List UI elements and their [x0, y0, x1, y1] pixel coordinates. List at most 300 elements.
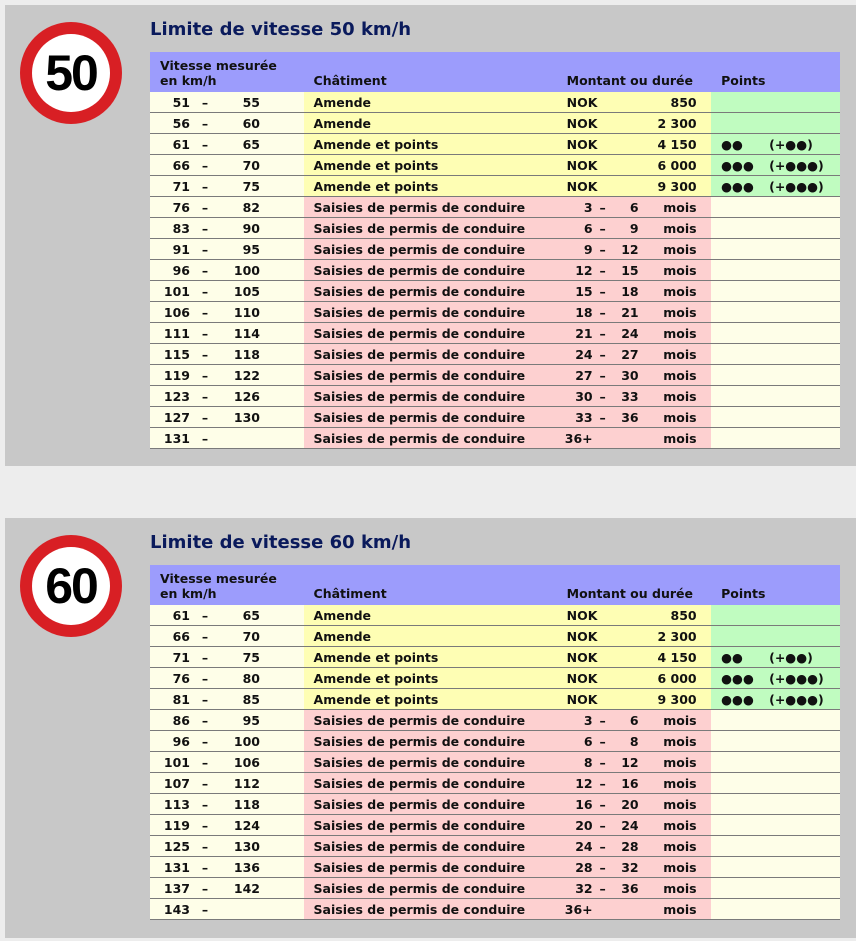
- speed-from: 71: [172, 649, 190, 665]
- amount-cell: [557, 899, 712, 920]
- duration-unit: mois: [663, 754, 697, 770]
- duration-from: 3: [583, 712, 593, 728]
- points-dots: ●●: [721, 649, 743, 665]
- speed-range-cell: [150, 134, 304, 155]
- duration-to: 8: [629, 733, 639, 749]
- duration-from: 20: [575, 817, 593, 833]
- currency: NOK: [566, 691, 598, 707]
- punishment-cell: Amende et points: [304, 689, 557, 710]
- points-cell: [711, 302, 840, 323]
- points-cell: [711, 794, 840, 815]
- table-row: [150, 239, 840, 260]
- table-row: [150, 323, 840, 344]
- suspension-duration: [557, 284, 712, 299]
- points-dots: ●●●: [721, 670, 754, 686]
- amount-cell: [557, 794, 712, 815]
- speed-separator: –: [201, 712, 209, 728]
- speed-from: 107: [163, 775, 190, 791]
- speed-range-cell: [150, 605, 304, 626]
- speed-separator: –: [201, 178, 209, 194]
- speed-to: 118: [233, 796, 260, 812]
- speed-from: 83: [172, 220, 190, 236]
- speed-from: 66: [172, 157, 190, 173]
- amount-cell: [557, 752, 712, 773]
- speed-from: 131: [163, 430, 190, 446]
- suspension-duration: [557, 755, 712, 770]
- speed-to: 60: [242, 115, 260, 131]
- table-row: [150, 836, 840, 857]
- speed-separator: –: [201, 649, 209, 665]
- speed-to: 65: [242, 136, 260, 152]
- amount-cell: [557, 710, 712, 731]
- speed-range-cell: [150, 323, 304, 344]
- duration-to: 28: [621, 838, 639, 854]
- suspension-duration: [557, 734, 712, 749]
- duration-to: 36: [621, 880, 639, 896]
- speed-limit-50-panel: [5, 5, 856, 466]
- duration-from: 15: [575, 283, 593, 299]
- header-speed: [150, 52, 304, 92]
- speed-from: 61: [172, 136, 190, 152]
- duration-to: 20: [621, 796, 639, 812]
- duration-unit: mois: [663, 901, 697, 917]
- points-cell: [711, 92, 840, 113]
- duration-separator: –: [599, 367, 606, 383]
- speed-range-cell: [150, 857, 304, 878]
- speed-range-cell: [150, 710, 304, 731]
- duration-to: 27: [621, 346, 639, 362]
- amount-value: 850: [670, 94, 697, 110]
- table-row: [150, 815, 840, 836]
- table-header-row: [150, 565, 840, 605]
- duration-to: [613, 431, 639, 446]
- fine-amount: [557, 650, 712, 665]
- suspension-duration: [557, 776, 712, 791]
- header-points: Points: [711, 565, 840, 605]
- speed-to: 80: [242, 670, 260, 686]
- duration-from: 12: [575, 262, 593, 278]
- speed-limit-sign-icon: [20, 535, 122, 637]
- header-amount: Montant ou durée: [557, 565, 712, 605]
- suspension-duration: [557, 902, 712, 917]
- speed-to: 90: [242, 220, 260, 236]
- speed-from: 66: [172, 628, 190, 644]
- punishment-cell: Saisies de permis de conduire: [304, 836, 557, 857]
- speed-to: 126: [233, 388, 260, 404]
- points-extra: (+●●●): [769, 691, 824, 707]
- duration-unit: mois: [663, 733, 697, 749]
- speed-to: [220, 902, 260, 917]
- duration-to: 18: [621, 283, 639, 299]
- table-row: [150, 428, 840, 449]
- amount-value: 6 000: [657, 670, 697, 686]
- speed-to: 70: [242, 628, 260, 644]
- suspension-duration: [557, 797, 712, 812]
- amount-cell: [557, 323, 712, 344]
- speed-from: 143: [163, 901, 190, 917]
- speed-range-cell: [150, 260, 304, 281]
- duration-separator: –: [599, 241, 606, 257]
- fine-amount: [557, 608, 712, 623]
- amount-cell: [557, 134, 712, 155]
- speed-to: 106: [233, 754, 260, 770]
- amount-cell: [557, 239, 712, 260]
- currency: NOK: [566, 628, 598, 644]
- duration-separator: –: [599, 199, 606, 215]
- penalty-points: [721, 650, 840, 665]
- speed-to: 100: [233, 262, 260, 278]
- punishment-cell: Amende et points: [304, 155, 557, 176]
- punishment-cell: Saisies de permis de conduire: [304, 857, 557, 878]
- speed-separator: –: [201, 94, 209, 110]
- table-row: [150, 773, 840, 794]
- speed-range-cell: [150, 689, 304, 710]
- duration-from: 33: [575, 409, 593, 425]
- speed-range-cell: [150, 344, 304, 365]
- table-row: [150, 197, 840, 218]
- punishment-cell: Saisies de permis de conduire: [304, 815, 557, 836]
- speed-to: 130: [233, 409, 260, 425]
- fine-amount: [557, 116, 712, 131]
- amount-cell: [557, 836, 712, 857]
- table-row: [150, 281, 840, 302]
- suspension-duration: [557, 221, 712, 236]
- speed-separator: –: [201, 859, 209, 875]
- speed-separator: –: [201, 136, 209, 152]
- speed-to: 95: [242, 241, 260, 257]
- points-cell: [711, 857, 840, 878]
- points-cell: [711, 197, 840, 218]
- table-row: [150, 176, 840, 197]
- punishment-cell: Saisies de permis de conduire: [304, 218, 557, 239]
- speed-range-cell: [150, 815, 304, 836]
- header-punishment: Châtiment: [304, 565, 557, 605]
- points-cell: [711, 155, 840, 176]
- punishment-cell: Saisies de permis de conduire: [304, 281, 557, 302]
- speed-separator: –: [201, 262, 209, 278]
- amount-cell: [557, 878, 712, 899]
- points-cell: [711, 689, 840, 710]
- amount-cell: [557, 428, 712, 449]
- speed-from: 106: [163, 304, 190, 320]
- speed-to: 75: [242, 178, 260, 194]
- amount-cell: [557, 407, 712, 428]
- speed-from: 81: [172, 691, 190, 707]
- duration-unit: mois: [663, 367, 697, 383]
- speed-range-cell: [150, 794, 304, 815]
- speed-separator: –: [201, 628, 209, 644]
- speed-range-cell: [150, 668, 304, 689]
- points-cell: [711, 407, 840, 428]
- fine-amount: [557, 137, 712, 152]
- duration-to: 30: [621, 367, 639, 383]
- speed-separator: –: [201, 409, 209, 425]
- suspension-duration: [557, 410, 712, 425]
- duration-to: 21: [621, 304, 639, 320]
- table-row: [150, 689, 840, 710]
- speed-separator: –: [201, 325, 209, 341]
- table-row: [150, 626, 840, 647]
- speed-to: 142: [233, 880, 260, 896]
- speed-separator: –: [201, 817, 209, 833]
- speed-to: 75: [242, 649, 260, 665]
- duration-unit: mois: [663, 409, 697, 425]
- speed-range-cell: [150, 92, 304, 113]
- speed-separator: –: [201, 670, 209, 686]
- currency: NOK: [566, 178, 598, 194]
- amount-cell: [557, 773, 712, 794]
- speed-from: 101: [163, 283, 190, 299]
- duration-separator: –: [599, 796, 606, 812]
- table-row: [150, 605, 840, 626]
- duration-to: 6: [629, 712, 639, 728]
- fine-amount: [557, 179, 712, 194]
- duration-unit: mois: [663, 430, 697, 446]
- suspension-duration: [557, 818, 712, 833]
- currency: NOK: [566, 115, 598, 131]
- penalty-points: [721, 158, 840, 173]
- penalty-points: [721, 137, 840, 152]
- duration-separator: –: [599, 325, 606, 341]
- points-cell: [711, 752, 840, 773]
- speed-range-cell: [150, 386, 304, 407]
- points-cell: [711, 365, 840, 386]
- speed-range-cell: [150, 197, 304, 218]
- duration-to: 12: [621, 241, 639, 257]
- suspension-duration: [557, 326, 712, 341]
- duration-unit: mois: [663, 712, 697, 728]
- speed-from: 96: [172, 733, 190, 749]
- amount-value: 6 000: [657, 157, 697, 173]
- table-row: [150, 878, 840, 899]
- duration-unit: mois: [663, 880, 697, 896]
- speed-separator: –: [201, 838, 209, 854]
- amount-cell: [557, 197, 712, 218]
- punishment-cell: Amende et points: [304, 647, 557, 668]
- duration-unit: mois: [663, 325, 697, 341]
- speed-separator: –: [201, 880, 209, 896]
- points-cell: [711, 647, 840, 668]
- amount-value: 850: [670, 607, 697, 623]
- suspension-duration: [557, 200, 712, 215]
- currency: NOK: [566, 136, 598, 152]
- header-speed-line2: en km/h: [160, 73, 217, 88]
- amount-value: 4 150: [657, 649, 697, 665]
- speed-from: 76: [172, 670, 190, 686]
- speed-range-cell: [150, 647, 304, 668]
- duration-separator: –: [599, 880, 606, 896]
- speed-from: 71: [172, 178, 190, 194]
- duration-unit: mois: [663, 796, 697, 812]
- amount-cell: [557, 260, 712, 281]
- fines-table: [150, 565, 840, 920]
- header-points: Points: [711, 52, 840, 92]
- table-row: [150, 134, 840, 155]
- table-row: [150, 899, 840, 920]
- duration-from: 32: [575, 880, 593, 896]
- speed-from: 111: [163, 325, 190, 341]
- points-cell: [711, 836, 840, 857]
- speed-separator: –: [201, 220, 209, 236]
- punishment-cell: Saisies de permis de conduire: [304, 197, 557, 218]
- speed-from: 119: [163, 367, 190, 383]
- speed-range-cell: [150, 836, 304, 857]
- suspension-duration: [557, 431, 712, 446]
- speed-from: 86: [172, 712, 190, 728]
- fine-amount: [557, 629, 712, 644]
- speed-separator: –: [201, 607, 209, 623]
- speed-range-cell: [150, 365, 304, 386]
- points-cell: [711, 260, 840, 281]
- sign-number: 50: [32, 34, 110, 112]
- speed-from: 61: [172, 607, 190, 623]
- duration-to: 24: [621, 817, 639, 833]
- duration-to: 16: [621, 775, 639, 791]
- speed-from: 56: [172, 115, 190, 131]
- points-cell: [711, 344, 840, 365]
- duration-from: 3: [583, 199, 593, 215]
- amount-value: 2 300: [657, 628, 697, 644]
- points-cell: [711, 386, 840, 407]
- speed-to: 82: [242, 199, 260, 215]
- speed-to: 100: [233, 733, 260, 749]
- header-speed-line2: en km/h: [160, 586, 217, 601]
- points-cell: [711, 113, 840, 134]
- points-cell: [711, 668, 840, 689]
- speed-range-cell: [150, 731, 304, 752]
- speed-separator: –: [201, 304, 209, 320]
- punishment-cell: Amende: [304, 626, 557, 647]
- punishment-cell: Saisies de permis de conduire: [304, 731, 557, 752]
- table-row: [150, 752, 840, 773]
- points-extra: (+●●): [769, 136, 813, 152]
- table-row: [150, 113, 840, 134]
- points-cell: [711, 899, 840, 920]
- duration-to: 36: [621, 409, 639, 425]
- header-amount: Montant ou durée: [557, 52, 712, 92]
- duration-unit: mois: [663, 859, 697, 875]
- duration-to: 9: [629, 220, 639, 236]
- table-row: [150, 155, 840, 176]
- duration-unit: mois: [663, 346, 697, 362]
- currency: NOK: [566, 670, 598, 686]
- speed-from: 76: [172, 199, 190, 215]
- duration-from: 36+: [564, 901, 593, 917]
- points-cell: [711, 176, 840, 197]
- amount-cell: [557, 647, 712, 668]
- table-row: [150, 710, 840, 731]
- points-cell: [711, 731, 840, 752]
- duration-from: 18: [575, 304, 593, 320]
- speed-to: 122: [233, 367, 260, 383]
- punishment-cell: Amende: [304, 605, 557, 626]
- points-dots: ●●●: [721, 157, 754, 173]
- punishment-cell: Saisies de permis de conduire: [304, 428, 557, 449]
- amount-cell: [557, 815, 712, 836]
- duration-separator: [593, 431, 613, 446]
- speed-from: 96: [172, 262, 190, 278]
- duration-separator: –: [599, 817, 606, 833]
- duration-from: 6: [583, 220, 593, 236]
- currency: NOK: [566, 94, 598, 110]
- amount-cell: [557, 176, 712, 197]
- amount-cell: [557, 605, 712, 626]
- points-cell: [711, 218, 840, 239]
- currency: NOK: [566, 649, 598, 665]
- speed-to: 95: [242, 712, 260, 728]
- amount-cell: [557, 218, 712, 239]
- punishment-cell: Saisies de permis de conduire: [304, 899, 557, 920]
- amount-value: 9 300: [657, 178, 697, 194]
- amount-cell: [557, 92, 712, 113]
- speed-range-cell: [150, 218, 304, 239]
- punishment-cell: Amende et points: [304, 134, 557, 155]
- punishment-cell: Saisies de permis de conduire: [304, 365, 557, 386]
- duration-unit: mois: [663, 220, 697, 236]
- points-cell: [711, 134, 840, 155]
- amount-value: 2 300: [657, 115, 697, 131]
- suspension-duration: [557, 368, 712, 383]
- speed-separator: –: [201, 388, 209, 404]
- duration-separator: [593, 902, 613, 917]
- punishment-cell: Saisies de permis de conduire: [304, 302, 557, 323]
- speed-limit-60-panel: [5, 518, 856, 938]
- duration-from: 9: [583, 241, 593, 257]
- duration-separator: –: [599, 409, 606, 425]
- speed-separator: –: [201, 283, 209, 299]
- speed-limit-sign-icon: [20, 22, 122, 124]
- speed-from: 91: [172, 241, 190, 257]
- punishment-cell: Saisies de permis de conduire: [304, 323, 557, 344]
- duration-unit: mois: [663, 817, 697, 833]
- duration-from: 16: [575, 796, 593, 812]
- duration-to: 6: [629, 199, 639, 215]
- speed-to: 130: [233, 838, 260, 854]
- table-row: [150, 857, 840, 878]
- duration-unit: mois: [663, 838, 697, 854]
- duration-separator: –: [599, 304, 606, 320]
- duration-separator: –: [599, 283, 606, 299]
- speed-range-cell: [150, 878, 304, 899]
- duration-unit: mois: [663, 304, 697, 320]
- amount-value: 4 150: [657, 136, 697, 152]
- amount-cell: [557, 386, 712, 407]
- speed-from: 101: [163, 754, 190, 770]
- punishment-cell: Amende et points: [304, 176, 557, 197]
- header-speed: [150, 565, 304, 605]
- table-row: [150, 647, 840, 668]
- speed-from: 113: [163, 796, 190, 812]
- amount-cell: [557, 689, 712, 710]
- currency: NOK: [566, 157, 598, 173]
- speed-separator: –: [201, 796, 209, 812]
- speed-range-cell: [150, 428, 304, 449]
- speed-range-cell: [150, 176, 304, 197]
- suspension-duration: [557, 305, 712, 320]
- speed-range-cell: [150, 239, 304, 260]
- duration-separator: –: [599, 220, 606, 236]
- speed-from: 115: [163, 346, 190, 362]
- penalty-points: [721, 179, 840, 194]
- fine-amount: [557, 158, 712, 173]
- fine-amount: [557, 692, 712, 707]
- speed-range-cell: [150, 302, 304, 323]
- duration-from: 6: [583, 733, 593, 749]
- amount-cell: [557, 668, 712, 689]
- speed-range-cell: [150, 752, 304, 773]
- speed-to: 114: [233, 325, 260, 341]
- speed-to: 112: [233, 775, 260, 791]
